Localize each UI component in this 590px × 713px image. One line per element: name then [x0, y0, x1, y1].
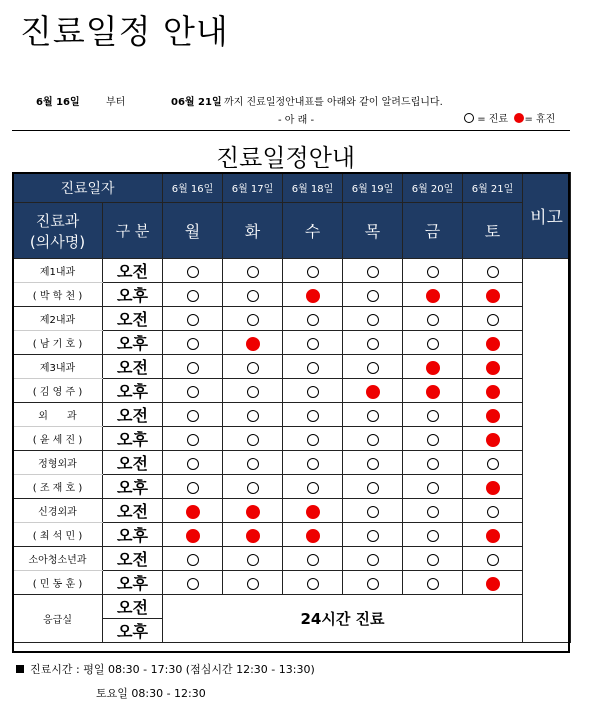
- open-circle-icon: [247, 578, 259, 590]
- doctor-name: ( 김 영 주 ): [13, 379, 103, 403]
- open-circle-icon: [367, 314, 379, 326]
- open-circle-icon: [247, 266, 259, 278]
- schedule-cell: [343, 547, 403, 571]
- open-circle-icon: [187, 578, 199, 590]
- schedule-cell: [403, 307, 463, 331]
- table-row: [13, 523, 571, 547]
- dept-name: 제3내과: [13, 355, 103, 379]
- schedule-cell: [283, 307, 343, 331]
- legend-open-label: = 진료: [477, 114, 509, 125]
- header-date-3: 6월 19일: [343, 173, 403, 203]
- session-label: 오후: [103, 427, 163, 451]
- schedule-cell: [403, 427, 463, 451]
- schedule-cell: [403, 475, 463, 499]
- closed-dot-icon: [306, 505, 320, 519]
- header-dept: [13, 203, 103, 259]
- open-circle-icon: [187, 338, 199, 350]
- open-circle-icon: [247, 434, 259, 446]
- header-dept-label: 진료과: [35, 211, 80, 230]
- open-circle-icon: [307, 362, 319, 374]
- legend: [464, 110, 555, 125]
- schedule-cell: [163, 331, 223, 355]
- header-date-1: 6월 17일: [223, 173, 283, 203]
- note-cell: [523, 259, 571, 643]
- session-label: 오후: [103, 283, 163, 307]
- header-date-4: 6월 20일: [403, 173, 463, 203]
- header-date-label: 진료일자: [13, 173, 163, 203]
- schedule-cell: [463, 475, 523, 499]
- schedule-cell: [403, 259, 463, 283]
- schedule-cell: [403, 523, 463, 547]
- doctor-name: ( 윤 세 진 ): [13, 427, 103, 451]
- schedule-cell: [343, 283, 403, 307]
- schedule-cell: [223, 259, 283, 283]
- schedule-cell: [403, 451, 463, 475]
- schedule-cell: [223, 475, 283, 499]
- open-circle-icon: [427, 434, 439, 446]
- open-circle-icon: [367, 410, 379, 422]
- open-circle-icon: [307, 314, 319, 326]
- schedule-cell: [163, 379, 223, 403]
- schedule-cell: [283, 499, 343, 523]
- footer-line1: 진료시간 : 평일 08:30 - 17:30 (점심시간 12:30 - 13:30): [30, 663, 315, 676]
- open-circle-icon: [427, 266, 439, 278]
- open-circle-icon: [187, 386, 199, 398]
- open-circle-icon: [367, 482, 379, 494]
- open-circle-icon: [187, 314, 199, 326]
- open-circle-icon: [367, 362, 379, 374]
- schedule-cell: [343, 331, 403, 355]
- header-day-3: 목: [343, 203, 403, 259]
- open-circle-icon: [187, 482, 199, 494]
- schedule-cell: [343, 259, 403, 283]
- session-label: 오후: [103, 619, 163, 643]
- legend-closed-label: = 휴진: [524, 114, 556, 125]
- open-circle-icon: [487, 314, 499, 326]
- open-circle-icon: [427, 458, 439, 470]
- header-date-2: 6월 18일: [283, 173, 343, 203]
- ahrae-label: - 아 래 -: [278, 115, 315, 126]
- schedule-cell: [223, 403, 283, 427]
- open-circle-icon: [307, 338, 319, 350]
- schedule-cell: [163, 403, 223, 427]
- doctor-name: ( 민 동 훈 ): [13, 571, 103, 595]
- open-circle-icon: [427, 482, 439, 494]
- session-label: 오전: [103, 355, 163, 379]
- header-doctor-label: (의사명): [29, 232, 86, 251]
- schedule-cell: [163, 571, 223, 595]
- table-row: [13, 403, 571, 427]
- schedule-cell: [463, 403, 523, 427]
- header-day-5: 토: [463, 203, 523, 259]
- dept-name: 제2내과: [13, 307, 103, 331]
- schedule-cell: [463, 499, 523, 523]
- schedule-cell: [223, 571, 283, 595]
- schedule-cell: [283, 379, 343, 403]
- schedule-cell: [283, 259, 343, 283]
- session-label: 오전: [103, 547, 163, 571]
- open-circle-icon: [367, 554, 379, 566]
- open-circle-icon: [427, 338, 439, 350]
- closed-dot-icon: [486, 433, 500, 447]
- closed-dot-icon: [486, 409, 500, 423]
- schedule-cell: [163, 499, 223, 523]
- session-label: 오후: [103, 379, 163, 403]
- closed-dot-icon: [306, 529, 320, 543]
- session-label: 오전: [103, 403, 163, 427]
- open-circle-icon: [307, 410, 319, 422]
- schedule-cell: [463, 379, 523, 403]
- schedule-cell: [463, 307, 523, 331]
- session-label: 오후: [103, 523, 163, 547]
- table-row: [13, 595, 571, 619]
- closed-dot-icon: [186, 529, 200, 543]
- open-circle-icon: [464, 113, 474, 123]
- open-circle-icon: [367, 434, 379, 446]
- open-circle-icon: [487, 266, 499, 278]
- closed-dot-icon: [486, 385, 500, 399]
- schedule-cell: [223, 427, 283, 451]
- open-circle-icon: [367, 266, 379, 278]
- schedule-cell: [283, 571, 343, 595]
- intro-end-date: 06월 21일: [171, 97, 222, 108]
- schedule-cell: [223, 499, 283, 523]
- schedule-cell: [163, 355, 223, 379]
- session-label: 오후: [103, 571, 163, 595]
- divider: [12, 130, 570, 131]
- open-circle-icon: [247, 362, 259, 374]
- open-circle-icon: [367, 506, 379, 518]
- dept-name: 제1내과: [13, 259, 103, 283]
- session-label: 오전: [103, 259, 163, 283]
- schedule-cell: [163, 547, 223, 571]
- open-circle-icon: [307, 434, 319, 446]
- open-circle-icon: [247, 410, 259, 422]
- schedule-cell: [343, 499, 403, 523]
- closed-dot-icon: [426, 385, 440, 399]
- schedule-cell: [403, 547, 463, 571]
- schedule-cell: [223, 307, 283, 331]
- table-row: [13, 499, 571, 523]
- closed-dot-icon: [306, 289, 320, 303]
- open-circle-icon: [247, 314, 259, 326]
- open-circle-icon: [427, 530, 439, 542]
- schedule-table: [12, 172, 571, 643]
- open-circle-icon: [307, 266, 319, 278]
- open-circle-icon: [187, 362, 199, 374]
- bullet-square-icon: [16, 665, 24, 673]
- schedule-cell: [223, 451, 283, 475]
- schedule-cell: [283, 523, 343, 547]
- closed-dot-icon: [486, 289, 500, 303]
- doctor-name: ( 최 석 민 ): [13, 523, 103, 547]
- open-circle-icon: [247, 386, 259, 398]
- intro-start-date: 6월 16일: [36, 97, 80, 108]
- header-note: [523, 173, 571, 259]
- table-row: [13, 475, 571, 499]
- open-circle-icon: [307, 458, 319, 470]
- dept-name: 신경외과: [13, 499, 103, 523]
- session-label: 오전: [103, 595, 163, 619]
- schedule-cell: [223, 379, 283, 403]
- header-date-0: 6월 16일: [163, 173, 223, 203]
- closed-dot-icon: [486, 337, 500, 351]
- table-row: [13, 331, 571, 355]
- schedule-cell: [343, 403, 403, 427]
- open-circle-icon: [427, 410, 439, 422]
- header-note-label: 비고: [530, 208, 563, 228]
- dept-name: 소아청소년과: [13, 547, 103, 571]
- schedule-cell: [163, 259, 223, 283]
- open-circle-icon: [187, 410, 199, 422]
- open-circle-icon: [367, 530, 379, 542]
- schedule-cell: [283, 403, 343, 427]
- open-circle-icon: [187, 266, 199, 278]
- header-day-4: 금: [403, 203, 463, 259]
- schedule-cell: [463, 523, 523, 547]
- emergency-note: 24시간 진료: [163, 595, 523, 643]
- table-row: [13, 547, 571, 571]
- dept-name: 정형외과: [13, 451, 103, 475]
- schedule-cell: [343, 355, 403, 379]
- schedule-cell: [223, 355, 283, 379]
- schedule-cell: [403, 355, 463, 379]
- closed-dot-icon: [366, 385, 380, 399]
- schedule-cell: [223, 523, 283, 547]
- open-circle-icon: [247, 458, 259, 470]
- session-label: 오전: [103, 451, 163, 475]
- schedule-cell: [223, 283, 283, 307]
- open-circle-icon: [307, 386, 319, 398]
- table-row: [13, 259, 571, 283]
- schedule-cell: [463, 451, 523, 475]
- schedule-cell: [343, 475, 403, 499]
- schedule-cell: [403, 283, 463, 307]
- schedule-cell: [403, 499, 463, 523]
- schedule-cell: [343, 307, 403, 331]
- closed-dot-icon: [246, 505, 260, 519]
- open-circle-icon: [247, 290, 259, 302]
- open-circle-icon: [307, 578, 319, 590]
- schedule-cell: [343, 451, 403, 475]
- closed-dot-icon: [486, 577, 500, 591]
- emergency-name: 응급실: [13, 595, 103, 643]
- closed-dot-icon: [426, 361, 440, 375]
- page-title: 진료일정 안내: [20, 12, 229, 51]
- closed-dot-icon: [486, 481, 500, 495]
- schedule-cell: [223, 331, 283, 355]
- table-row: [13, 379, 571, 403]
- session-label: 오후: [103, 475, 163, 499]
- session-label: 오후: [103, 331, 163, 355]
- schedule-cell: [283, 475, 343, 499]
- open-circle-icon: [487, 554, 499, 566]
- intro-from: 부터: [106, 97, 126, 108]
- open-circle-icon: [187, 290, 199, 302]
- dept-name: 외 과: [13, 403, 103, 427]
- schedule-cell: [403, 331, 463, 355]
- open-circle-icon: [367, 338, 379, 350]
- session-label: 오전: [103, 499, 163, 523]
- schedule-cell: [403, 403, 463, 427]
- header-day-0: 월: [163, 203, 223, 259]
- schedule-cell: [463, 331, 523, 355]
- header-session-label: 구 분: [103, 203, 163, 259]
- schedule-cell: [343, 523, 403, 547]
- open-circle-icon: [427, 506, 439, 518]
- open-circle-icon: [427, 578, 439, 590]
- schedule-cell: [463, 259, 523, 283]
- closed-dot-icon: [426, 289, 440, 303]
- schedule-cell: [163, 283, 223, 307]
- doctor-name: ( 박 학 천 ): [13, 283, 103, 307]
- open-circle-icon: [187, 458, 199, 470]
- schedule-cell: [343, 571, 403, 595]
- table-title: 진료일정안내: [216, 144, 356, 172]
- schedule-cell: [163, 427, 223, 451]
- closed-dot-icon: [186, 505, 200, 519]
- table-row: [13, 355, 571, 379]
- table-row: [13, 283, 571, 307]
- schedule-cell: [163, 307, 223, 331]
- open-circle-icon: [487, 458, 499, 470]
- intro-text: 까지 진료일정안내표를 아래와 같이 알려드립니다.: [224, 97, 443, 108]
- open-circle-icon: [427, 554, 439, 566]
- schedule-cell: [403, 379, 463, 403]
- table-row: [13, 307, 571, 331]
- open-circle-icon: [187, 554, 199, 566]
- open-circle-icon: [247, 554, 259, 566]
- table-row: [13, 571, 571, 595]
- closed-dot-icon: [246, 337, 260, 351]
- schedule-cell: [463, 355, 523, 379]
- closed-dot-icon: [246, 529, 260, 543]
- schedule-cell: [163, 523, 223, 547]
- schedule-cell: [283, 331, 343, 355]
- schedule-cell: [283, 451, 343, 475]
- schedule-cell: [283, 547, 343, 571]
- schedule-cell: [463, 283, 523, 307]
- schedule-cell: [283, 283, 343, 307]
- header-date-5: 6월 21일: [463, 173, 523, 203]
- schedule-cell: [163, 475, 223, 499]
- header-day-1: 화: [223, 203, 283, 259]
- open-circle-icon: [187, 434, 199, 446]
- session-label: 오전: [103, 307, 163, 331]
- table-row: [13, 427, 571, 451]
- open-circle-icon: [487, 506, 499, 518]
- footer-hours-weekday: [16, 661, 315, 677]
- table-row: [13, 451, 571, 475]
- schedule-cell: [463, 427, 523, 451]
- closed-dot-icon: [486, 361, 500, 375]
- open-circle-icon: [307, 554, 319, 566]
- doctor-name: ( 남 기 호 ): [13, 331, 103, 355]
- header-day-2: 수: [283, 203, 343, 259]
- closed-dot-icon: [486, 529, 500, 543]
- schedule-cell: [343, 379, 403, 403]
- footer-hours-saturday: 토요일 08:30 - 12:30: [96, 687, 206, 700]
- open-circle-icon: [307, 482, 319, 494]
- closed-dot-icon: [514, 113, 524, 123]
- open-circle-icon: [247, 482, 259, 494]
- open-circle-icon: [427, 314, 439, 326]
- open-circle-icon: [367, 458, 379, 470]
- open-circle-icon: [367, 578, 379, 590]
- schedule-cell: [343, 427, 403, 451]
- schedule-cell: [463, 571, 523, 595]
- doctor-name: ( 조 재 호 ): [13, 475, 103, 499]
- schedule-cell: [163, 451, 223, 475]
- schedule-cell: [283, 427, 343, 451]
- schedule-cell: [283, 355, 343, 379]
- schedule-cell: [463, 547, 523, 571]
- schedule-cell: [223, 547, 283, 571]
- open-circle-icon: [367, 290, 379, 302]
- schedule-cell: [403, 571, 463, 595]
